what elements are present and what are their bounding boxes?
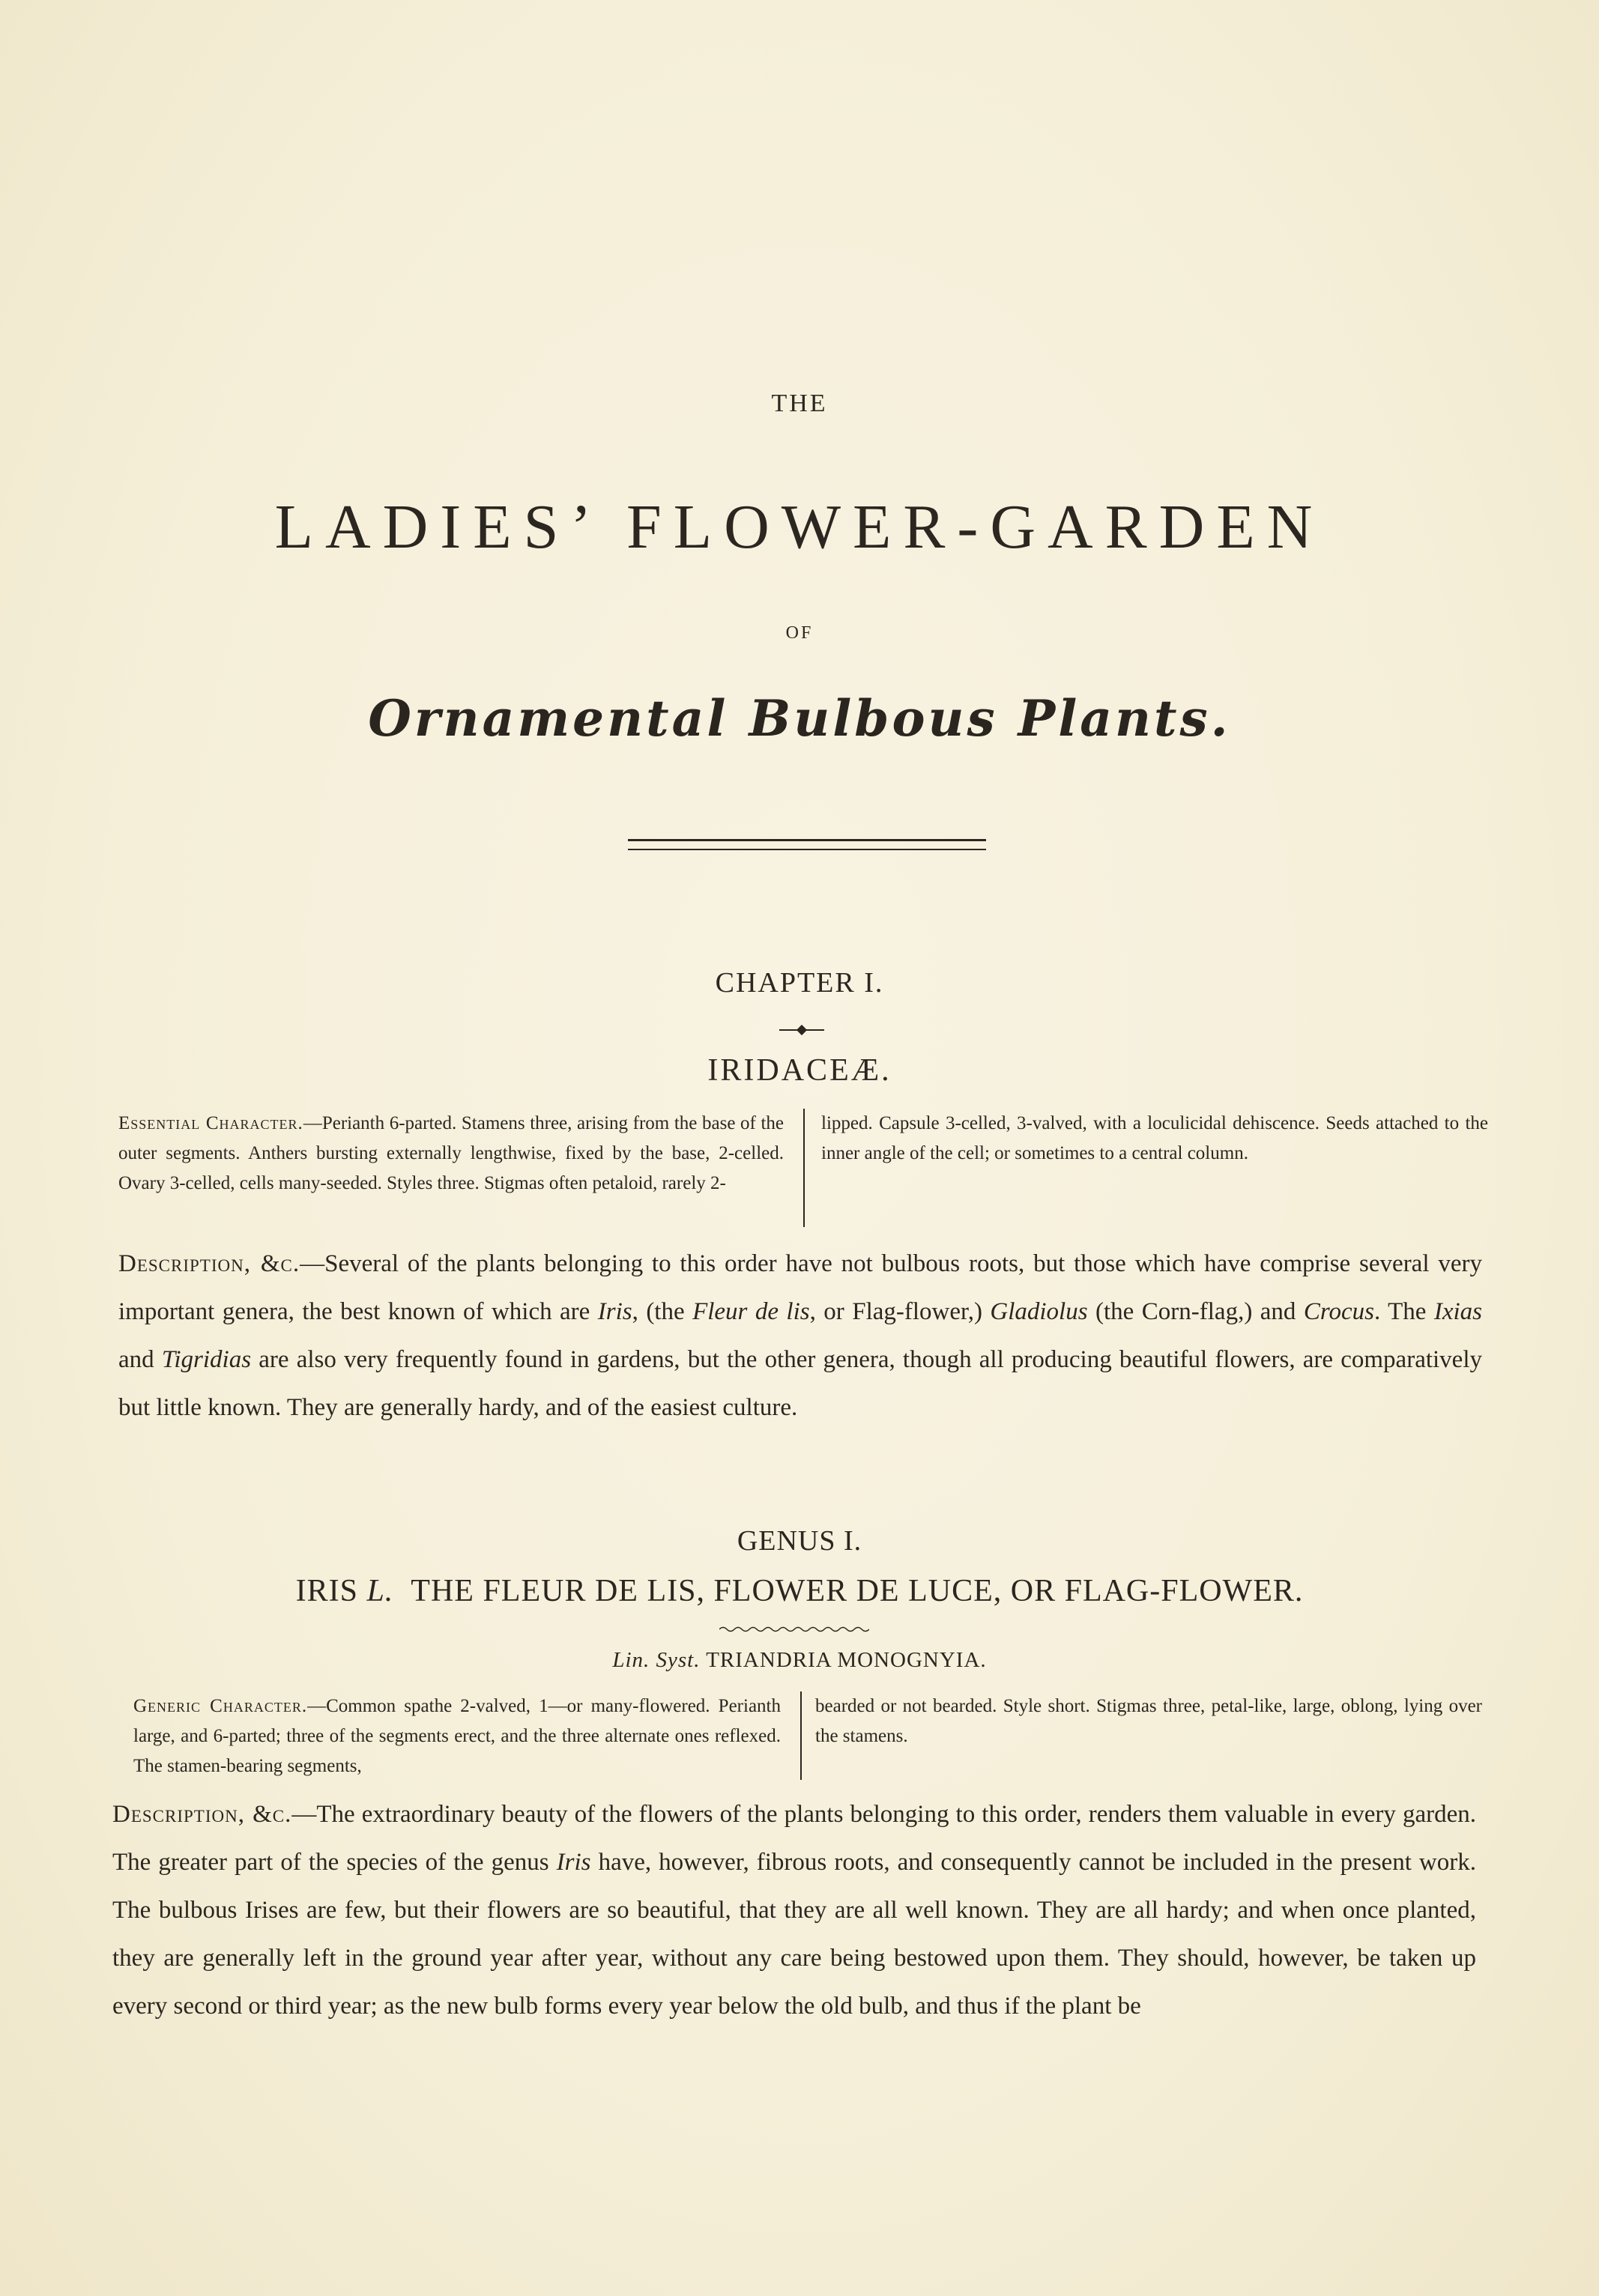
essential-character-text-left: —Perianth 6-parted. Stamens three, arising from the base of the outer segments. Anthers bursting externally lengthwise, fixed by the base, 2-celled. Ovary 3-celled, cells many-seeded. Styles three. Stigmas often petaloid, rarely 2- — [118, 1113, 784, 1193]
title-article: THE — [771, 390, 828, 417]
generic-character-left-column — [133, 1691, 802, 1780]
chapter-heading: CHAPTER I. — [715, 967, 884, 999]
family-heading: IRIDACEÆ. — [707, 1053, 892, 1088]
genus-name-crocus: Crocus — [1303, 1298, 1374, 1325]
essential-character-left-column — [118, 1109, 805, 1227]
book-subtitle: Ornamental Bulbous Plants. — [368, 689, 1231, 748]
ornament-divider-icon — [779, 1026, 824, 1034]
fleur-de-lis-name: Fleur de lis — [692, 1298, 810, 1325]
essential-character-block — [118, 1109, 1490, 1229]
genus-name-gladiolus: Gladiolus — [990, 1298, 1088, 1325]
wavy-rule-icon — [719, 1626, 869, 1633]
genus-title: IRIS L. THE FLEUR DE LIS, FLOWER DE LUCE, OR FLAG-FLOWER. — [295, 1574, 1304, 1608]
description-paragraph-1: Description, &c.—Several of the plants belonging to this order have not bulbous roots, but those which have comprise several very important genera, the best known of which are Iris, (the Fleur de lis, or Flag-flower,) Gladiolus (the Corn-flag,) and Crocus. The Ixias and Tigridias are also very frequently found in gardens, but the other genera, though all producing beautiful flowers, are comparatively but little known. They are generally hardy, and of the easiest culture. — [118, 1250, 1482, 1421]
essential-character-label: Essential Character. — [118, 1113, 303, 1133]
generic-character-right-column: bearded or not bearded. Style short. Stigmas three, petal-like, large, oblong, lying over the stamens. — [815, 1696, 1482, 1746]
double-rule-divider — [628, 839, 986, 850]
generic-character-block — [133, 1691, 1482, 1781]
description-paragraph-2: Description, &c.—The extraordinary beauty of the flowers of the plants belonging to this order, renders them valuable in every garden. The greater part of the species of the genus Iris have, however, fibrous roots, and consequently cannot be included in the present work. The bulbous Irises are few, but their flowers are so beautiful, that they are all well known. They are all hardy; and when once planted, they are generally left in the ground year after year, without any care being bestowed upon them. They should, however, be taken up every second or third year; as the new bulb forms every year below the old bulb, and thus if the plant be — [112, 1801, 1476, 2020]
essential-character-right-column: lipped. Capsule 3-celled, 3-valved, with a loculicidal dehiscence. Seeds attached to the inner angle of the cell; or sometimes to a central column. — [821, 1113, 1488, 1163]
generic-character-label: Generic Character. — [133, 1696, 308, 1716]
description-label-2: Description, &c. — [112, 1801, 292, 1828]
linnaean-system: Lin. Syst. TRIANDRIA MONOGNYIA. — [612, 1648, 987, 1672]
book-title: LADIES’ FLOWER-GARDEN — [274, 492, 1325, 562]
genus-name-iris: Iris — [597, 1298, 632, 1325]
generic-character-text-left: —Common spathe 2-valved, 1—or many-flowered. Perianth large, and 6-parted; three of the segments erect, and the three alternate ones reflexed. The stamen-bearing segments, — [133, 1696, 781, 1776]
title-of: OF — [785, 623, 814, 643]
description-label: Description, &c. — [118, 1250, 300, 1277]
genus-name-ixias: Ixias — [1433, 1298, 1482, 1325]
genus-heading: GENUS I. — [737, 1525, 862, 1557]
genus-name-iris-2: Iris — [556, 1849, 591, 1876]
genus-name-tigridias: Tigridias — [161, 1346, 252, 1373]
